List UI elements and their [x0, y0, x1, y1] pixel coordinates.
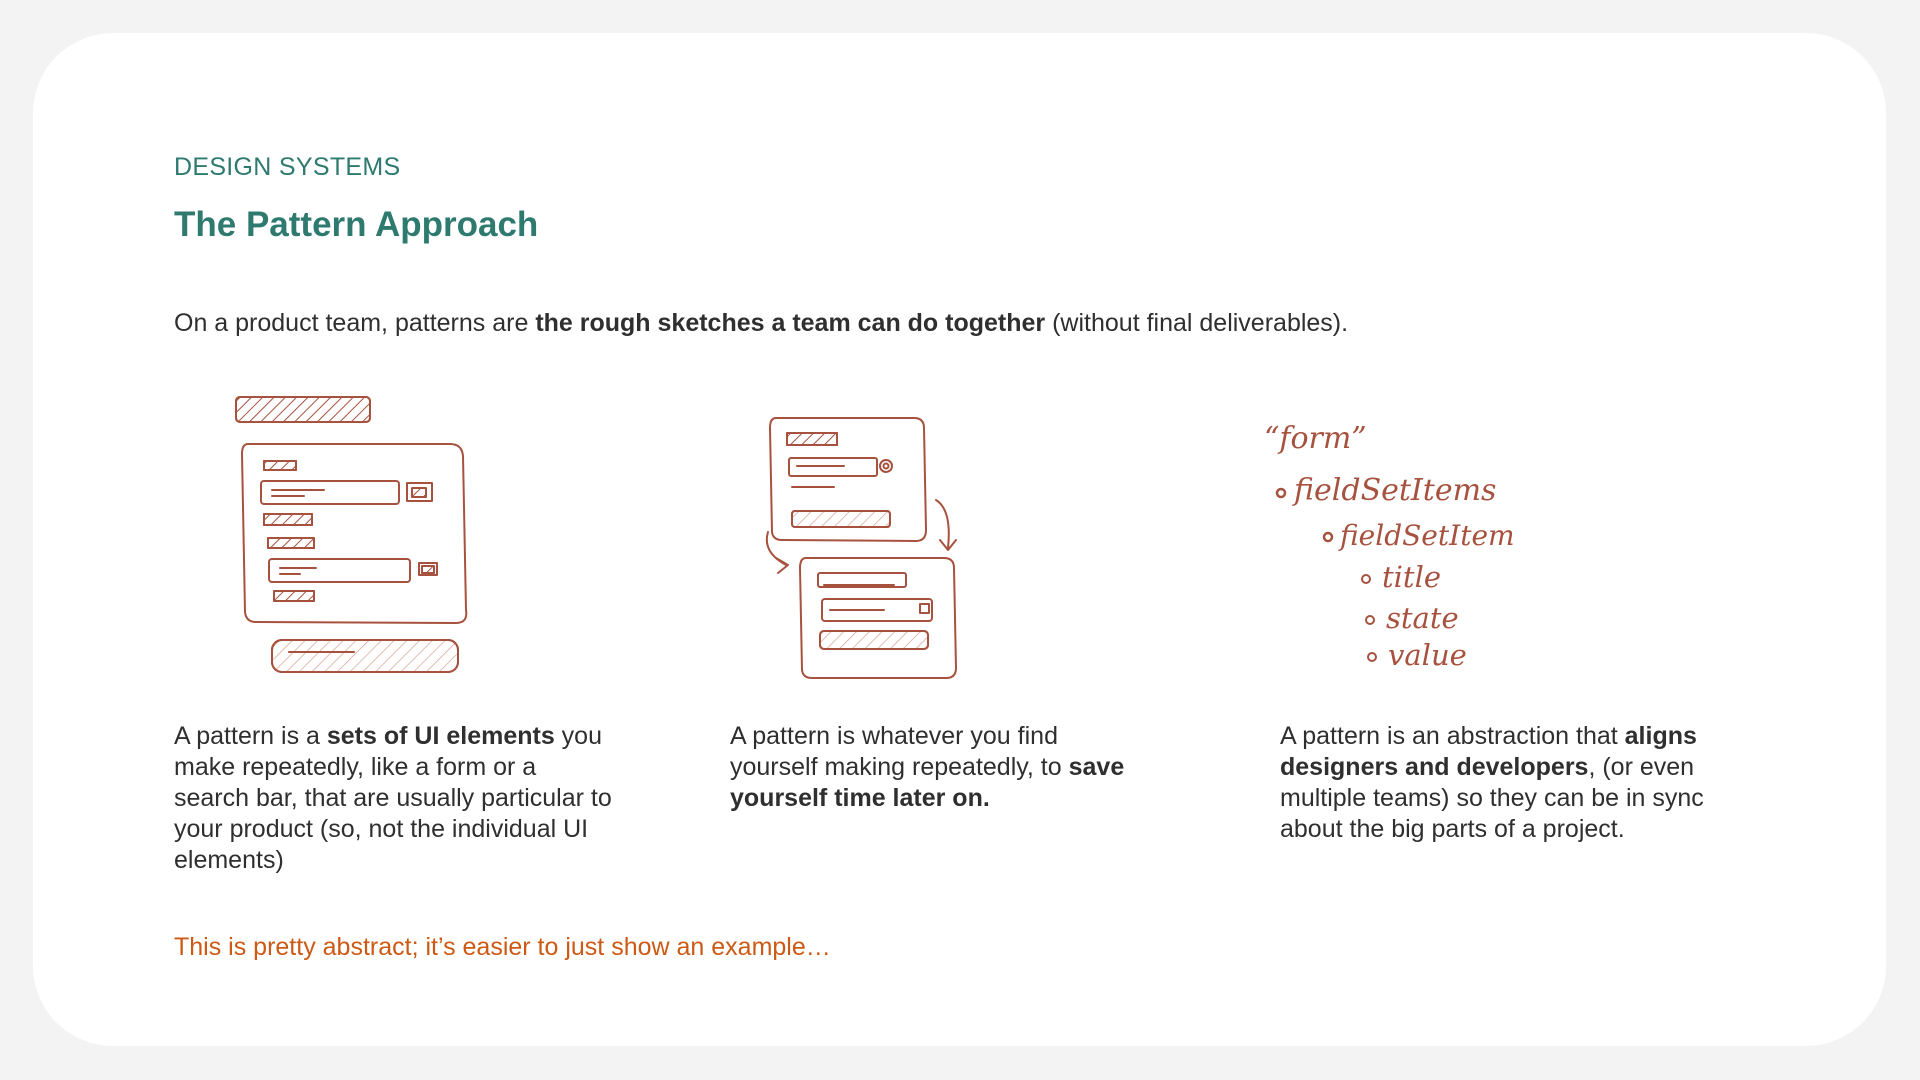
hierarchy-root-label: “form” — [1264, 421, 1367, 456]
intro-text — [174, 309, 1348, 338]
pattern-definition-2 — [730, 721, 1150, 814]
definition-text: , (or even multiple teams) so they can be in sync about the big parts of a project. — [1280, 753, 1704, 843]
hierarchy-item: fieldSetItem — [1340, 519, 1515, 552]
footer-note: This is pretty abstract; it’s easier to just show an example… — [174, 933, 831, 961]
intro-text-after: (without final deliverables). — [1045, 309, 1349, 337]
hierarchy-item: fieldSetItems — [1294, 473, 1497, 508]
bullet-icon — [1277, 489, 1285, 497]
bullet-icon — [1368, 653, 1376, 661]
intro-text-bold: the rough sketches a team can do together — [535, 309, 1046, 337]
repeat-sketch-illustration — [764, 380, 994, 680]
slide-title: The Pattern Approach — [174, 205, 539, 244]
pattern-definition-1 — [174, 721, 614, 876]
definition-text-bold: save yourself time later on. — [730, 753, 1125, 812]
definition-text: A pattern is whatever you find yourself making repeatedly, to — [730, 722, 1069, 781]
form-sketch-illustration — [234, 380, 494, 680]
definition-text-bold: aligns designers and developers — [1280, 722, 1697, 781]
bullet-icon — [1366, 616, 1374, 624]
hierarchy-sketch-illustration — [1264, 380, 1584, 680]
hierarchy-item: value — [1388, 638, 1467, 672]
intro-text-before: On a product team, patterns are — [174, 309, 536, 337]
definition-text: A pattern is a — [174, 722, 327, 750]
section-eyebrow: DESIGN SYSTEMS — [174, 153, 401, 181]
hierarchy-item: state — [1386, 601, 1459, 635]
definition-text: A pattern is an abstraction that — [1280, 722, 1625, 750]
definition-text-bold: sets of UI elements — [326, 722, 555, 750]
bullet-icon — [1324, 533, 1332, 541]
definition-text: you make repeatedly, like a form or a search bar, that are usually particular to your product (so, not the individual UI elements) — [174, 722, 612, 874]
bullet-icon — [1362, 575, 1370, 583]
pattern-definition-3 — [1280, 721, 1750, 845]
hierarchy-item: title — [1382, 560, 1442, 594]
